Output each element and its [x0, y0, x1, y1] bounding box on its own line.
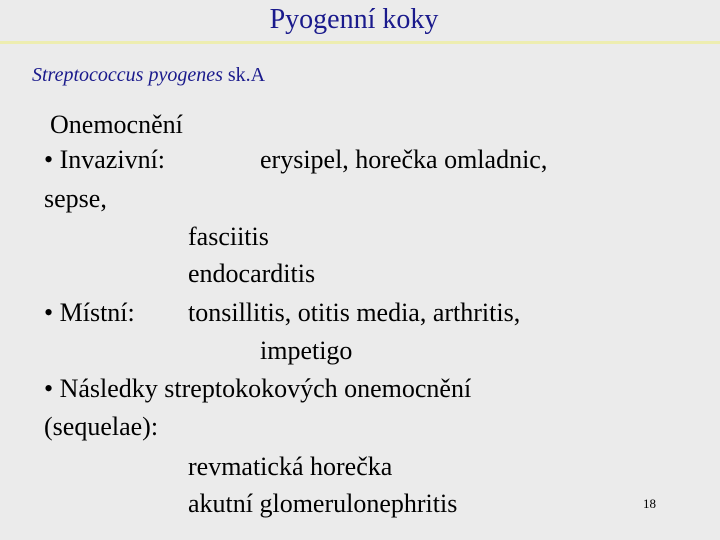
invasive-items-line: fasciitis	[188, 222, 269, 251]
subtitle-latin-name: Streptococcus pyogenes	[32, 64, 223, 86]
subtitle-suffix: sk.A	[222, 64, 266, 86]
page-number: 18	[643, 496, 656, 511]
slide-title: Pyogenní koky	[269, 4, 439, 35]
sequelae-heading-cont: (sequelae):	[44, 412, 159, 441]
sequelae-item: revmatická horečka	[188, 452, 393, 481]
invasive-items-line: erysipel, horečka omladnic,	[260, 145, 548, 174]
local-items-line: impetigo	[260, 336, 353, 365]
invasive-label: • Invazivní:	[44, 145, 166, 174]
local-items-line: tonsillitis, otitis media, arthritis,	[188, 298, 521, 327]
slide-subtitle	[32, 62, 265, 88]
title-divider	[0, 41, 720, 44]
sequelae-heading: • Následky streptokokových onemocnění	[44, 374, 472, 403]
invasive-items-line: endocarditis	[188, 259, 316, 288]
content-heading: Onemocnění	[50, 110, 183, 139]
local-label: • Místní:	[44, 298, 135, 327]
invasive-items-line: sepse,	[44, 184, 107, 213]
sequelae-item: akutní glomerulonephritis	[188, 489, 458, 518]
